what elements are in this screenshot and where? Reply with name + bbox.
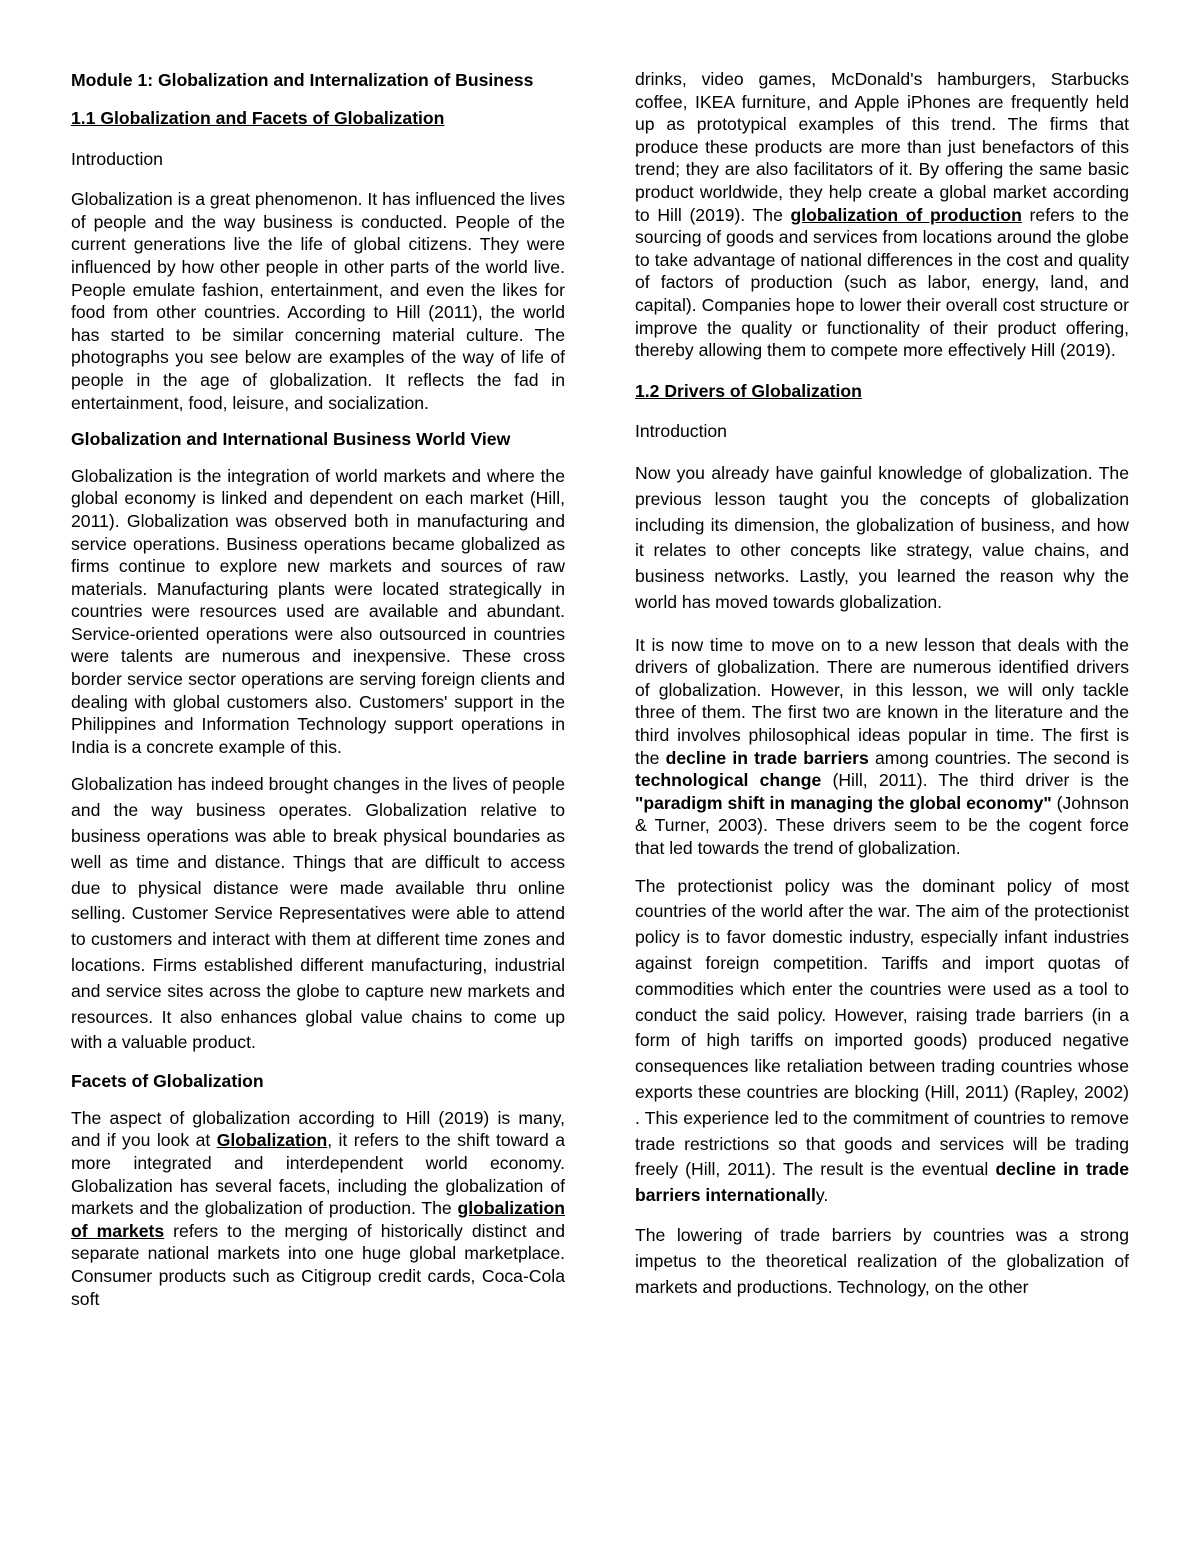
continued-text-1: drinks, video games, McDonald's hamburgers, Starbucks coffee, IKEA furniture, and Apple iPhones are frequently held up as prototypical examples of this trend. The firms that produce these products are more than just benefactors of this trend; they are also facilitators of it. By offering the same basic product worldwide, they help create a global market according to Hill (2019). The (635, 69, 1129, 225)
protectionist-text-a: The protectionist policy was the dominant policy of most countries of the world after the war. The aim of the protectionist policy is to favor domestic industry, especially infant industries against foreign competition. Tariffs and import quotas of commodities which enter the countries were used as a tool to conduct the said policy. However, raising trade barriers (in a form of high tariffs on imported goods) produced negative consequences like retaliation between trading countries whose exports these countries are blocking (Hill, 2011) (Rapley, 2002) . This experience led to the commitment of countries to remove trade restrictions so that goods and services will be trading freely (Hill, 2011). The result is the eventual (635, 875, 1129, 1180)
protectionist-text-c: y. (815, 1185, 829, 1206)
facets-paragraph (71, 1107, 565, 1310)
worldview-paragraph: Globalization is the integration of world markets and where the global economy is linked and dependent on each market (Hill, 2011). Globalization was observed both in manufacturing and service operations. Business operations became globalized as firms continue to explore new markets and sources of raw materials. Manufacturing plants were located strategically in countries were resources used are available and abundant. Service-oriented operations were also outsourced in countries were talents are numerous and inexpensive. These cross border service sector operations are serving foreign clients and dealing with global customers also. Customers' support in the Philippines and Information Technology support operations in India is a concrete example of this. (71, 465, 565, 757)
left-column (71, 68, 565, 1310)
section-heading-1-2: 1.2 Drivers of Globalization (635, 380, 862, 401)
drivers-paragraph (635, 634, 1129, 860)
drivers-text-c: among countries. The second is (868, 747, 1129, 768)
facets-heading: Facets of Globalization (71, 1071, 264, 1092)
term-decline-in-trade-barriers: decline in trade barriers (665, 747, 869, 768)
lowering-paragraph: The lowering of trade barriers by countries was a strong impetus to the theoretical realization of the globalization of markets and productions. Technology, on the other (635, 1224, 1129, 1297)
facets-text-2: , it refers to the shift toward a more integrated and interdependent world economy. Globalization has several facets, including the globalization of markets and the globalization of production. The (71, 1130, 565, 1219)
facets-text-3: refers to the merging of historically distinct and separate national markets into one huge global marketplace. Consumer products such as Citigroup credit cards, Coca-Cola soft (71, 1220, 566, 1309)
changes-paragraph: Globalization has indeed brought changes in the lives of people and the way business operates. Globalization relative to business operations was able to break physical boundaries as well as time and distance. Things that are difficult to access due to physical distance were made available thru online selling. Customer Service Representatives were able to attend to customers and interact with them at different time zones and locations. Firms established different manufacturing, industrial and service sites across the globe to capture new markets and resources. It also enhances global value chains to come up with a valuable product. (71, 774, 565, 1053)
term-technological-change: technological change (635, 770, 822, 791)
drivers-text-e: (Johnson & Turner, 2003). These drivers seem to be the cogent force that led towards the trend of globalization. (635, 792, 1130, 859)
worldview-heading: Globalization and International Business World View (71, 429, 511, 450)
section-heading-1-1: 1.1 Globalization and Facets of Globalization (71, 108, 445, 128)
facets-term-globalization: Globalization (216, 1130, 328, 1151)
intro-label-2: Introduction (635, 421, 727, 442)
facets-text-1: The aspect of globalization according to Hill (2019) is many, and if you look at (71, 1107, 565, 1151)
continued-paragraph (635, 68, 1129, 362)
intro-paragraph: Globalization is a great phenomenon. It has influenced the lives of people and the way business is conducted. People of the current generations live the life of global citizens. They were influenced by how other people in other parts of the world live. People emulate fashion, entertainment, and even the likes for food from other countries. According to Hill (2011), the world has started to be similar concerning material culture. The photographs you see below are examples of the way of life of people in the age of globalization. It reflects the fad in entertainment, food, leisure, and socialization. (71, 189, 565, 413)
module-title: Module 1: Globalization and Internalization of Business (71, 70, 534, 90)
right-column (635, 68, 1129, 1300)
term-decline-internationally: decline in trade barriers internationall (635, 1159, 1129, 1206)
drivers-text-d: (Hill, 2011). The third driver is the (821, 770, 1129, 791)
intro-label: Introduction (71, 148, 163, 169)
now-paragraph: Now you already have gainful knowledge of globalization. The previous lesson taught you the concepts of globalization including its dimension, the globalization of business, and how it relates to other concepts like strategy, value chains, and business networks. Lastly, you learned the reason why the world has moved towards globalization. (635, 462, 1129, 612)
term-globalization-of-production: globalization of production (790, 204, 1022, 225)
facets-term-globalization-of-markets: globalization of markets (71, 1198, 565, 1241)
term-paradigm-shift: "paradigm shift in managing the global economy" (635, 792, 1052, 813)
protectionist-paragraph (635, 874, 1129, 1209)
drivers-text-a: It is now time to move on to a new lesson that deals with the drivers of globalization. There are numerous identified drivers of globalization. However, in this lesson, we will only tackle three of them. The first two are known in the literature and the third involves philosophical ideas popular in time. The first is the (635, 634, 1129, 768)
continued-text-2: refers to the sourcing of goods and services from locations around the globe to take advantage of national differences in the cost and quality of factors of production (such as labor, energy, land, and capital). Companies hope to lower their overall cost structure or improve the quality or functionality of their product offering, thereby allowing them to compete more effectively Hill (2019). (635, 204, 1129, 361)
